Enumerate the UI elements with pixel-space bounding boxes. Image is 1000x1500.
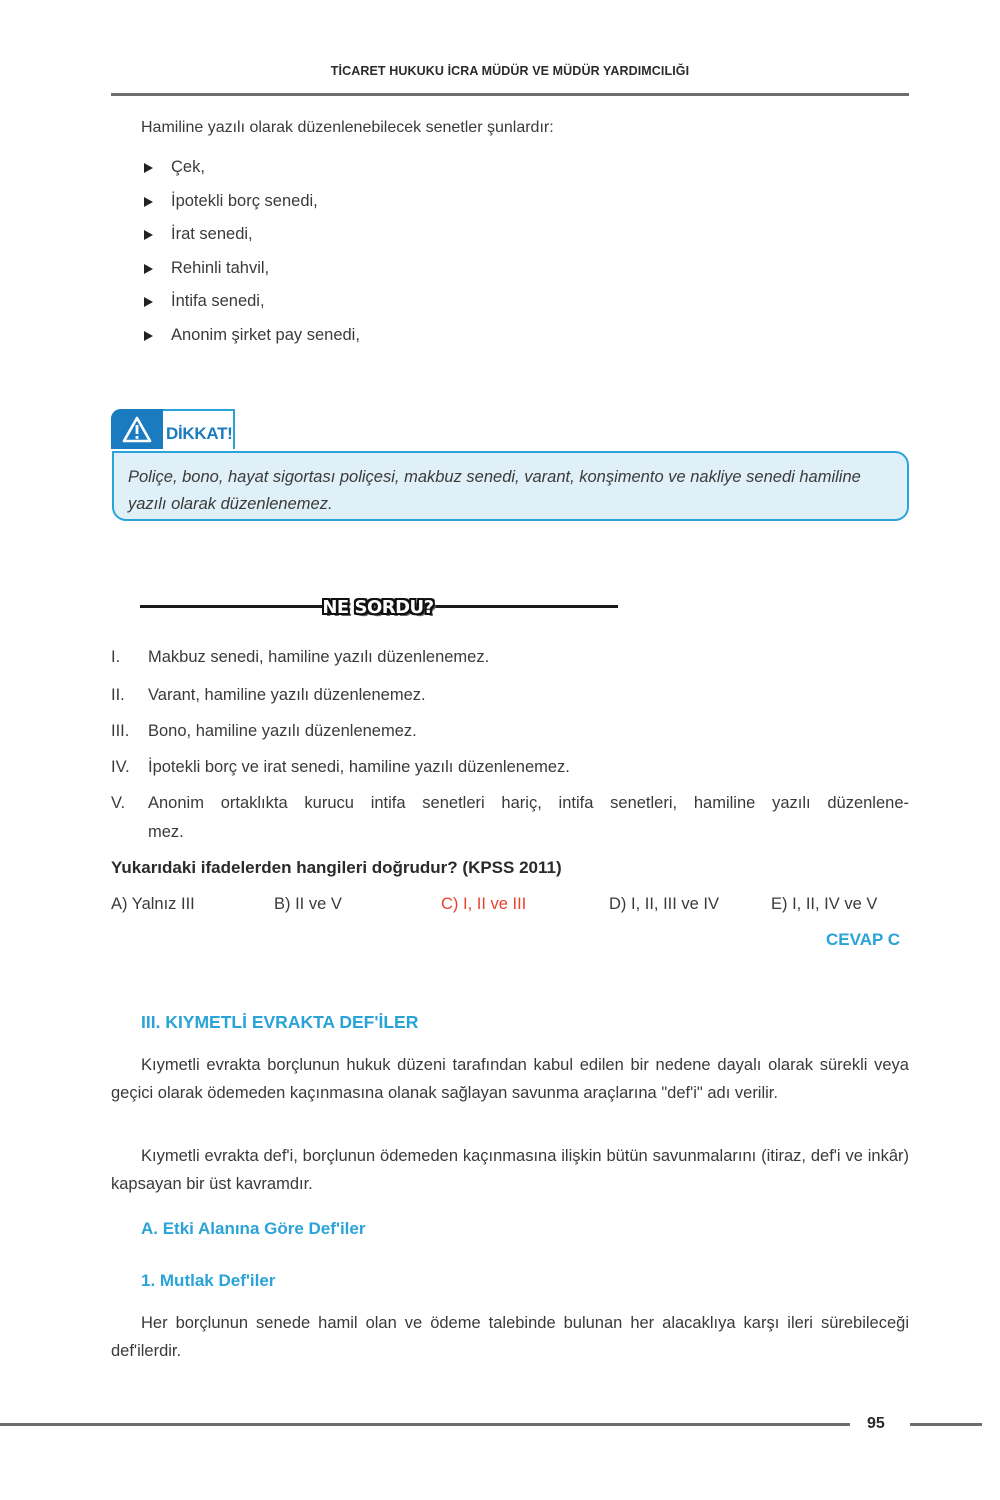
dikkat-label: DİKKAT! xyxy=(166,424,233,443)
ne-sordu-rule-right xyxy=(432,605,618,608)
option-c-correct: C) I, II ve III xyxy=(441,895,527,913)
option-a: A) Yalnız III xyxy=(111,895,195,913)
bullet-arrow-icon xyxy=(144,197,153,207)
list-item: Anonim şirket pay senedi, xyxy=(144,326,360,360)
list-item: İrat senedi, xyxy=(144,225,360,259)
dikkat-note: Poliçe, bono, hayat sigortası poliçesi, makbuz senedi, varant, konşimento ve nakliye senedi hamiline yazılı olarak düzenlenemez. xyxy=(112,451,909,521)
subheading-a: A. Etki Alanına Göre Def'iler xyxy=(141,1219,366,1238)
bullet-arrow-icon xyxy=(144,163,153,173)
subheading-1: 1. Mutlak Def'iler xyxy=(141,1271,276,1290)
list-item: İpotekli borç senedi, xyxy=(144,192,360,226)
option-d: D) I, II, III ve IV xyxy=(609,895,720,913)
option-b: B) II ve V xyxy=(274,895,342,913)
option-e: E) I, II, IV ve V xyxy=(771,895,878,913)
ne-sordu-badge: NE SORDU? xyxy=(322,596,434,618)
bullet-arrow-icon xyxy=(144,331,153,341)
intro-text: Hamiline yazılı olarak düzenlenebilecek senetler şunlardır: xyxy=(141,119,554,136)
question-text: Yukarıdaki ifadelerden hangileri doğrudur? (KPSS 2011) xyxy=(111,858,562,877)
bullet-arrow-icon xyxy=(144,230,153,240)
footer-rule-right xyxy=(910,1423,982,1426)
ne-sordu-rule-left xyxy=(140,605,325,608)
paragraph: Kıymetli evrakta def'i, borçlunun ödemeden kaçınmasına ilişkin bütün savunmalarını (itiraz, def'i ve inkâr) kapsayan bir üst kavramdır. xyxy=(111,1147,909,1193)
list-item: Rehinli tahvil, xyxy=(144,259,360,293)
running-header: TİCARET HUKUKU İCRA MÜDÜR VE MÜDÜR YARDIMCILIĞI xyxy=(330,64,690,78)
list-item: Çek, xyxy=(144,158,360,192)
answer-label: CEVAP C xyxy=(826,930,901,949)
page-number: 95 xyxy=(867,1415,885,1432)
list-item: İntifa senedi, xyxy=(144,292,360,326)
footer-rule-left xyxy=(0,1423,850,1426)
paragraph: Kıymetli evrakta borçlunun hukuk düzeni tarafından kabul edilen bir nedene dayalı olarak sürekli veya geçici olarak ödemeden kaçınmasına olanak sağlayan savunma araçlarına "def'i" adı verilir. xyxy=(111,1056,909,1102)
dikkat-icon-box xyxy=(111,409,163,449)
warning-icon xyxy=(122,416,152,443)
paragraph: Her borçlunun senede hamil olan ve ödeme talebinde bulunan her alacaklıya karşı ileri sürebileceği def'ilerdir. xyxy=(111,1314,909,1360)
header-rule xyxy=(111,93,909,96)
section-heading: III. KIYMETLİ EVRAKTA DEF'İLER xyxy=(141,1012,419,1032)
bullet-arrow-icon xyxy=(144,264,153,274)
bullet-arrow-icon xyxy=(144,297,153,307)
bullet-list xyxy=(144,158,360,359)
